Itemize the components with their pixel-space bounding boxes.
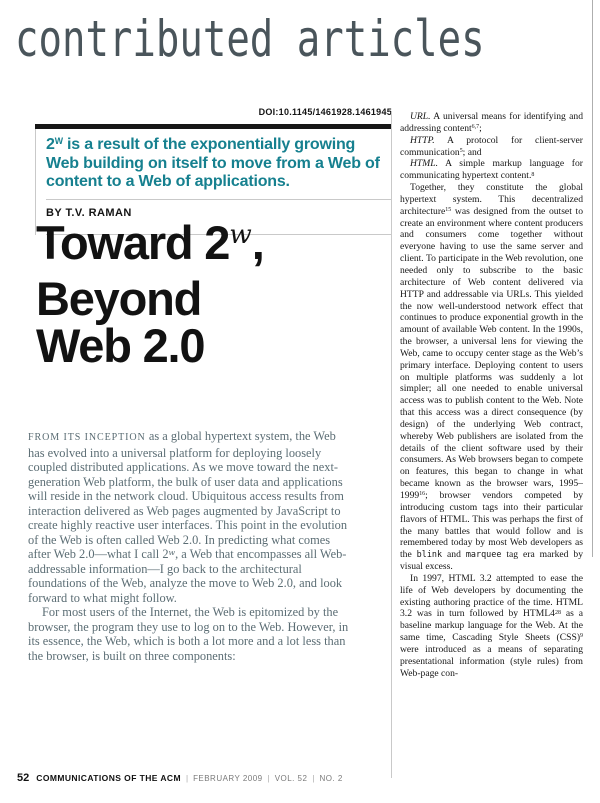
intro-paragraph: FROM ITS INCEPTION as a global hypertext system, the Web has evolved into a universal platform for deploying loosely coupled distributed applications. As we move toward the next-generation Web platform, the bulk of user data and applications will reside in the network cloud. Ubiquitous access results from interaction delivered as Web pages augmented by JavaScript to create highly reactive user interfaces. This point in the evolution of the Web is often called Web 2.0. In predicting what comes after Web 2.0—what I call 2$^w$, a Web that encompasses all Web-addressable information—I go back to the architectural foundations of the Web, analyze the move to Web 2.0, and look forward to what might follow. (28, 429, 348, 605)
intro-paragraph: For most users of the Internet, the Web is epitomized by the browser, the program they use to log on to the Web. However, in its essence, the Web, which is both a lot more and a lot less than the browser, is built on three components: (28, 605, 349, 663)
footer-separator: | (185, 774, 189, 783)
publication-name: COMMUNICATIONS OF THE ACM (36, 773, 181, 783)
article-teaser: $2^W$ is a result of the exponentially growing Web building on itself to move from a Web of content to a Web of applications. (46, 136, 380, 190)
article-title (36, 216, 264, 372)
article-title-line-1: Toward 2$^w$, (36, 216, 264, 269)
volume-label: VOL. 52 (274, 774, 308, 783)
scanned-page-edge-line (592, 0, 593, 557)
body-paragraph: In 1997, HTML 3.2 attempted to ease the life of Web developers by documenting the existing authoring practice of the time. HTML 3.2 was in turn followed by $HTML4^{28}$ as a baseline markup language for the Web. At the same time, Cascading Style Sheets (CSS)$^9$ were introduced as a means of separating presentational information (style rules) from Web-page con- (400, 572, 583, 679)
byline: BY T.V. RAMAN (46, 206, 132, 219)
intro-lead-column (28, 429, 352, 663)
article-title-line-2: Beyond (36, 272, 202, 325)
page-number: 52 (17, 772, 30, 784)
body-paragraph: HTTP. A protocol for client-server communication$^5$; and (400, 134, 583, 158)
article-title-line-3: Web 2.0 (36, 319, 205, 372)
body-text-column (391, 111, 583, 778)
body-paragraph: URL. A universal means for identifying and addressing content$^{6,7}$; (400, 111, 583, 134)
issue-date: FEBRUARY 2009 (193, 774, 263, 783)
doi-label: DOI:10.1145/1461928.1461945 (258, 107, 392, 117)
footer-separator: | (267, 774, 270, 783)
footer-separator: | (312, 774, 315, 783)
section-masthead: contributed articles (15, 10, 485, 68)
body-paragraph: Together, they constitute the global hypertext system. This decentralized architecture$^{15}$ was designed from the outset to create an environment where content producers and consumers come together without everyone having to use the same server and client. To participate in the Web revolution, one needed only to subscribe to the basic architecture of Web content delivered via HTTP and addressable via URLs. This yielded the now well-understood network effect that continues to produce exponential growth in the amount of available Web content. In the 1990s, the browser, a universal lens for viewing the Web, came to occupy center stage as the Web’s primary interface. Deploying content to users on multiple platforms was suddenly a lot simpler; all one needed to enable universal access was to publish content to the Web. Note that this access was a direct consequence (by design) of the underlying Web contract, whereby Web publishers are isolated from the details of the client software used by their consumers. As Web browsers began to compete on features, this began to change in what became known as the browser wars, 1995–1999$^{16}$; browser vendors competed by introducing custom tags into their particular flavors of HTML. This was perhaps the first of the many battles that would follow and is remembered today by most Web developers as the blink and marquee tag era marked by visual excess. (400, 182, 583, 573)
body-paragraph: HTML. A simple markup language for communicating hypertext content.$^8$ (400, 158, 583, 182)
issue-number: NO. 2 (319, 774, 343, 783)
page-footer (17, 772, 397, 784)
